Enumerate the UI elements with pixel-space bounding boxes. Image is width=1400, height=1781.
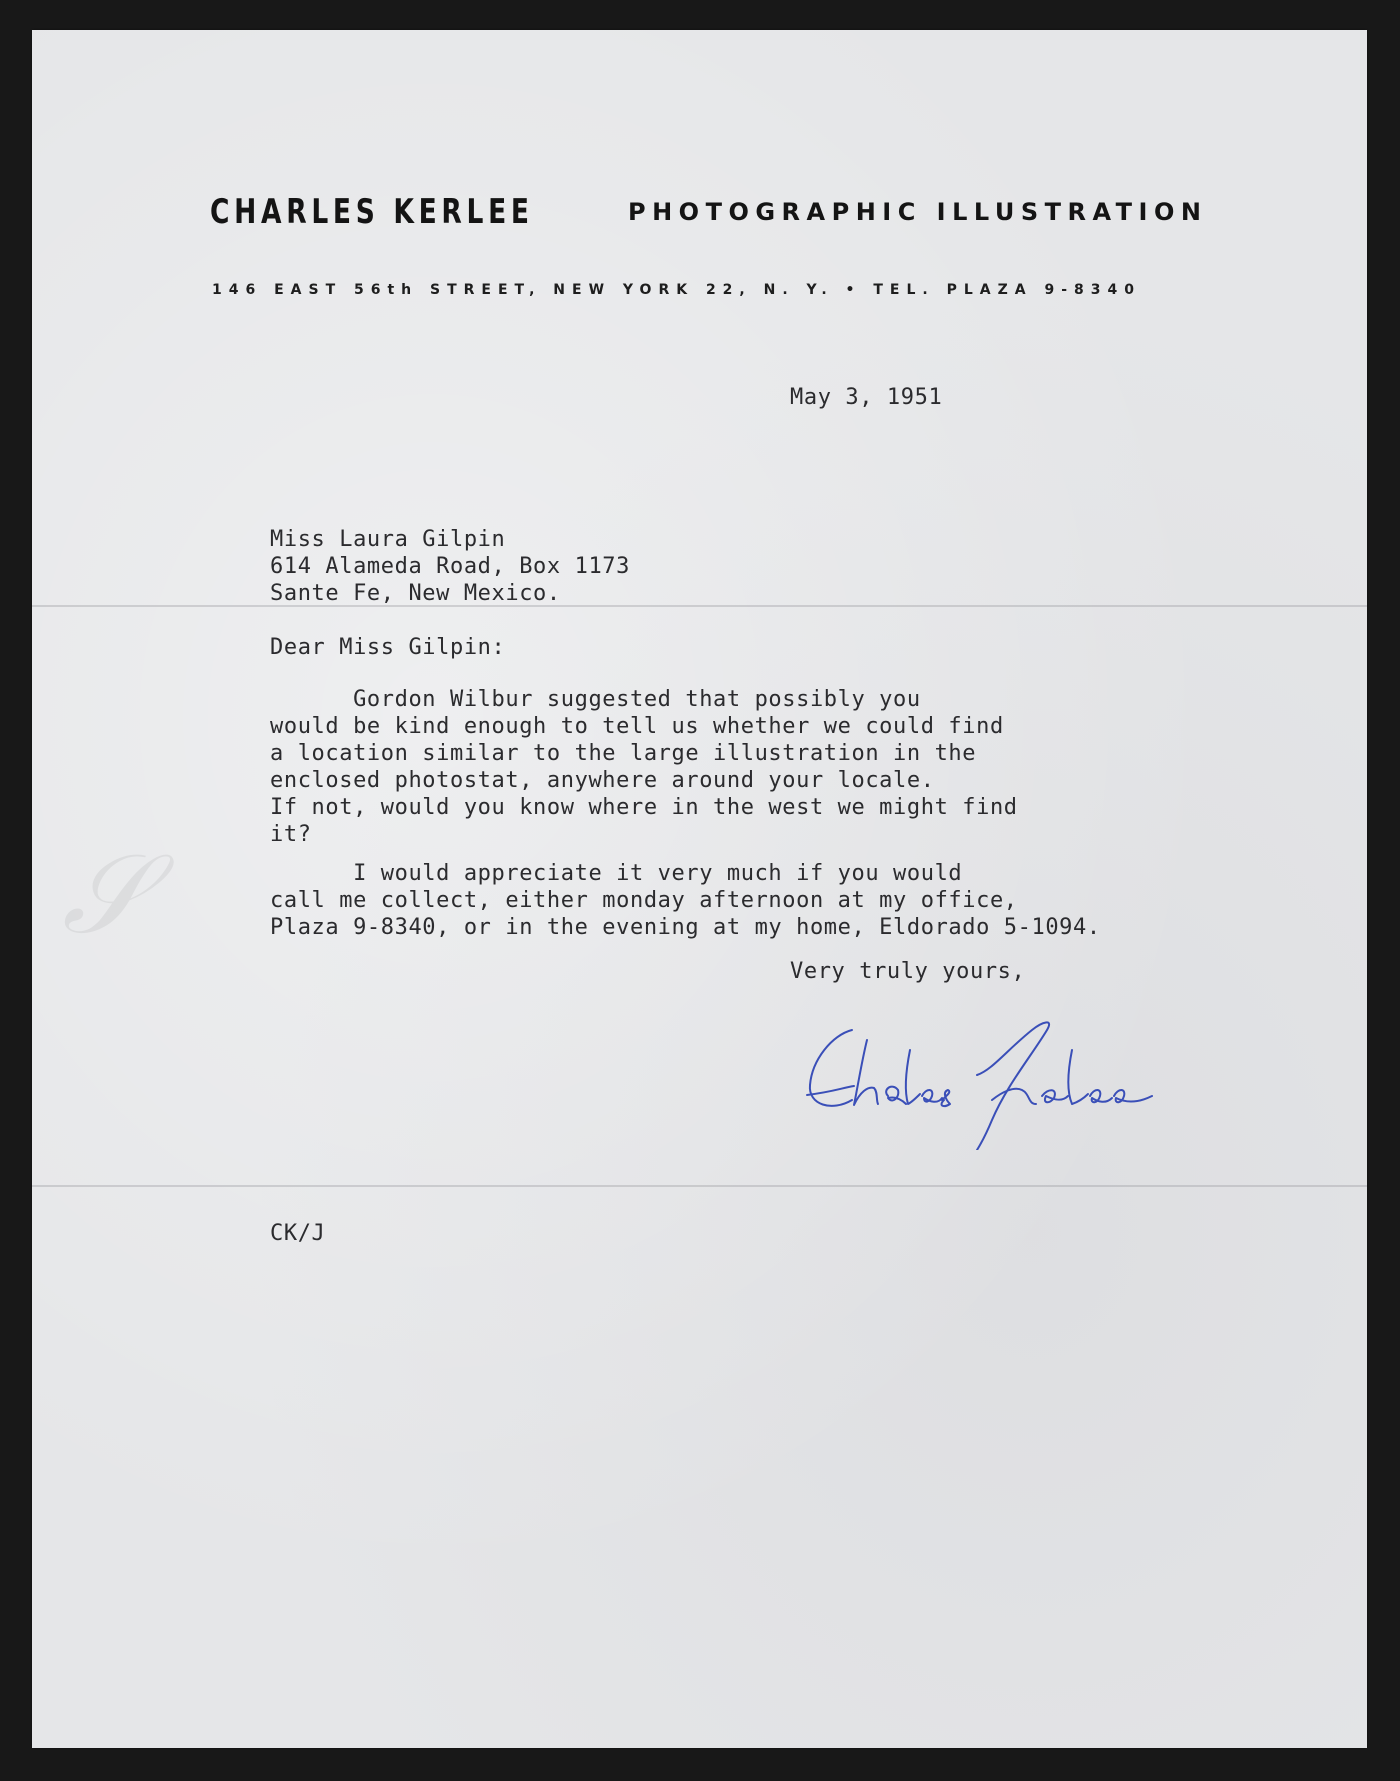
paragraph-line: would be kind enough to tell us whether we could find bbox=[270, 714, 1004, 739]
paragraph-line: call me collect, either monday afternoon at my office, bbox=[270, 888, 1018, 913]
letterhead-name: CHARLES KERLEE bbox=[210, 192, 534, 232]
recipient-line: Miss Laura Gilpin bbox=[270, 527, 506, 552]
bleed-through-script: 𝒮 bbox=[62, 830, 148, 958]
letterhead-address: 146 EAST 56th STREET, NEW YORK 22, N. Y. • TEL. PLAZA 9-8340 bbox=[212, 282, 1141, 298]
recipient-line: Sante Fe, New Mexico. bbox=[270, 581, 561, 606]
typist-initials: CK/J bbox=[270, 1221, 326, 1246]
paragraph-line: I would appreciate it very much if you would bbox=[270, 861, 963, 886]
paragraph-line: enclosed photostat, anywhere around your locale. bbox=[270, 768, 935, 793]
body-paragraph-2 bbox=[270, 860, 1101, 941]
fold-line-lower bbox=[32, 1185, 1367, 1187]
paragraph-line: Plaza 9-8340, or in the evening at my home, Eldorado 5-1094. bbox=[270, 915, 1101, 940]
salutation: Dear Miss Gilpin: bbox=[270, 635, 506, 660]
paragraph-line: it? bbox=[270, 822, 312, 847]
handwritten-signature bbox=[792, 1000, 1212, 1150]
letter-paper bbox=[32, 30, 1367, 1748]
letterhead-tagline: PHOTOGRAPHIC ILLUSTRATION bbox=[628, 198, 1208, 226]
paragraph-line: If not, would you know where in the west we might find bbox=[270, 795, 1018, 820]
closing: Very truly yours, bbox=[790, 959, 1026, 984]
fold-line-upper bbox=[32, 605, 1367, 607]
recipient-line: 614 Alameda Road, Box 1173 bbox=[270, 554, 630, 579]
paragraph-line: Gordon Wilbur suggested that possibly you bbox=[270, 687, 921, 712]
letter-date: May 3, 1951 bbox=[790, 385, 943, 410]
recipient-address bbox=[270, 526, 630, 607]
paragraph-line: a location similar to the large illustration in the bbox=[270, 741, 977, 766]
body-paragraph-1 bbox=[270, 686, 1018, 848]
